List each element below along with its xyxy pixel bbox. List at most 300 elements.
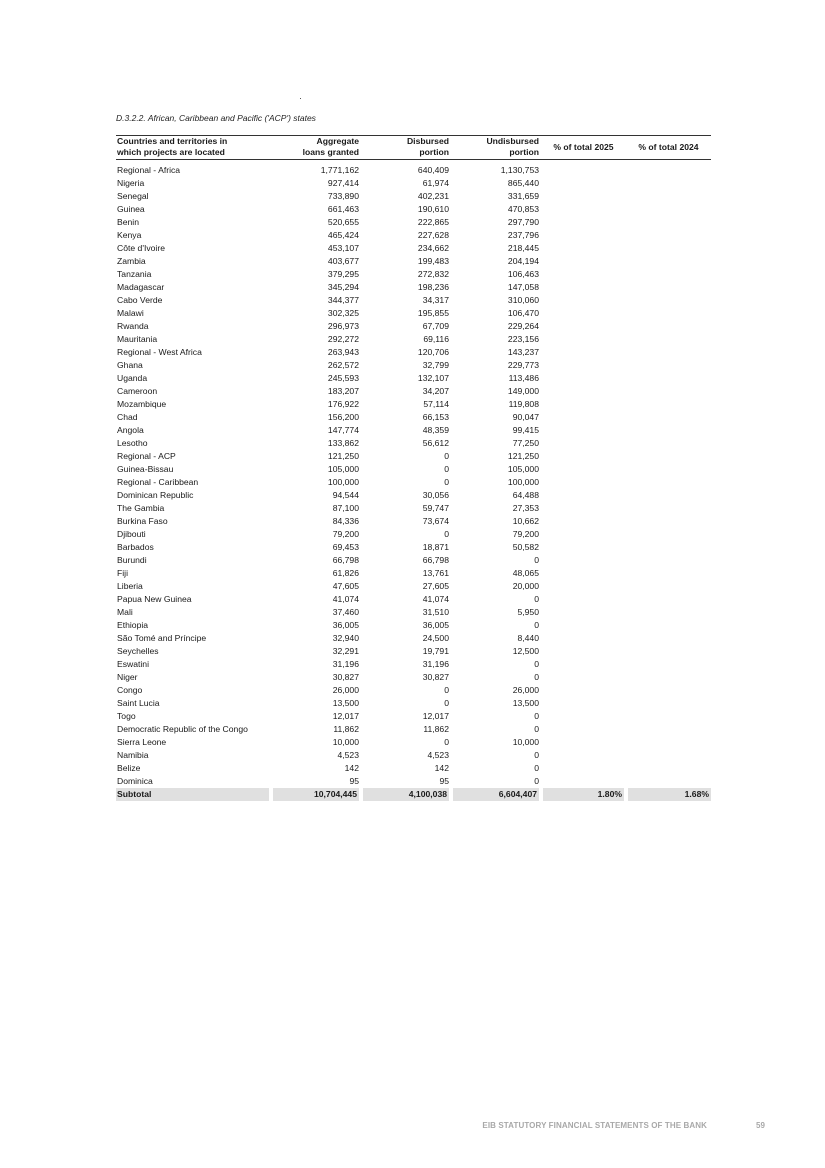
country-cell: Kenya: [117, 230, 142, 240]
country-cell: Eswatini: [117, 659, 149, 669]
pct-2025-cell: [541, 333, 626, 346]
disbursed-cell: 13,761: [422, 568, 449, 578]
table-row: [116, 593, 711, 606]
table-row: [116, 723, 711, 736]
undisbursed-cell: 470,853: [507, 204, 539, 214]
pct-2025-cell: [541, 372, 626, 385]
table-row: [116, 528, 711, 541]
table-row: [116, 489, 711, 502]
pct-2024-cell: [626, 437, 711, 450]
undisbursed-cell: 297,790: [507, 217, 539, 227]
undisbursed-cell: 0: [534, 724, 539, 734]
pct-2024-cell: [626, 580, 711, 593]
aggregate-cell: 453,107: [327, 243, 359, 253]
aggregate-cell: 10,000: [332, 737, 359, 747]
pct-2025-cell: [541, 411, 626, 424]
country-cell: Barbados: [117, 542, 154, 552]
pct-2024-cell: [626, 645, 711, 658]
country-cell: Nigeria: [117, 178, 145, 188]
table-row: [116, 320, 711, 333]
pct-2025-cell: [541, 632, 626, 645]
pct-2024-cell: [626, 268, 711, 281]
undisbursed-cell: 26,000: [512, 685, 539, 695]
country-cell: Guinea-Bissau: [117, 464, 174, 474]
country-cell: Saint Lucia: [117, 698, 160, 708]
undisbursed-cell: 90,047: [512, 412, 539, 422]
undisbursed-cell: 20,000: [512, 581, 539, 591]
pct-2025-cell: [541, 593, 626, 606]
disbursed-cell: 195,855: [417, 308, 449, 318]
pct-2024-cell: [626, 658, 711, 671]
country-cell: Ethiopia: [117, 620, 149, 630]
pct-2025-cell: [541, 528, 626, 541]
aggregate-cell: 37,460: [332, 607, 359, 617]
pct-2025-cell: [541, 658, 626, 671]
country-cell: The Gambia: [117, 503, 165, 513]
table-row: [116, 281, 711, 294]
pct-2025-cell: [541, 567, 626, 580]
disbursed-cell: 34,317: [422, 295, 449, 305]
aggregate-cell: 32,940: [332, 633, 359, 643]
country-cell: Benin: [117, 217, 139, 227]
page-number: 59: [756, 1121, 765, 1130]
disbursed-cell: 0: [444, 698, 449, 708]
acp-loans-table: [116, 135, 711, 801]
undisbursed-cell: 105,000: [507, 464, 539, 474]
disbursed-cell: 24,500: [422, 633, 449, 643]
undisbursed-cell: 0: [534, 763, 539, 773]
aggregate-cell: 4,523: [337, 750, 359, 760]
pct-2024-cell: [626, 476, 711, 489]
pct-2024-cell: [626, 190, 711, 203]
disbursed-cell: 67,709: [422, 321, 449, 331]
pct-2025-cell: [541, 541, 626, 554]
country-cell: Lesotho: [117, 438, 148, 448]
table-row: [116, 372, 711, 385]
pct-2024-cell: [626, 203, 711, 216]
disbursed-cell: 95: [439, 776, 449, 786]
pct-2025-cell: [541, 476, 626, 489]
undisbursed-cell: 865,440: [507, 178, 539, 188]
aggregate-cell: 26,000: [332, 685, 359, 695]
disbursed-cell: 30,056: [422, 490, 449, 500]
undisbursed-cell: 10,000: [512, 737, 539, 747]
country-cell: Burkina Faso: [117, 516, 168, 526]
aggregate-cell: 345,294: [327, 282, 359, 292]
undisbursed-cell: 223,156: [507, 334, 539, 344]
aggregate-cell: 344,377: [327, 295, 359, 305]
undisbursed-cell: 0: [534, 711, 539, 721]
aggregate-cell: 927,414: [327, 178, 359, 188]
table-row: [116, 359, 711, 372]
table-row: [116, 515, 711, 528]
pct-2025-cell: [541, 502, 626, 515]
pct-2024-cell: [626, 684, 711, 697]
pct-2024-cell: [626, 775, 711, 788]
disbursed-cell: 227,628: [417, 230, 449, 240]
undisbursed-cell: 5,950: [517, 607, 539, 617]
table-row: [116, 229, 711, 242]
pct-2024-cell: [626, 502, 711, 515]
subtotal-aggregate: 10,704,445: [271, 788, 361, 801]
country-cell: São Tomé and Príncipe: [117, 633, 207, 643]
table-row: [116, 710, 711, 723]
disbursed-cell: 66,798: [422, 555, 449, 565]
table-row: [116, 658, 711, 671]
table-row: [116, 346, 711, 359]
table-row: [116, 697, 711, 710]
disbursed-cell: 69,116: [423, 334, 449, 344]
pct-2025-cell: [541, 346, 626, 359]
pct-2024-cell: [626, 671, 711, 684]
aggregate-cell: 121,250: [327, 451, 359, 461]
table-row: [116, 385, 711, 398]
table-body: [116, 164, 711, 788]
pct-2024-cell: [626, 697, 711, 710]
aggregate-cell: 1,771,162: [320, 165, 359, 175]
pct-2025-cell: [541, 294, 626, 307]
undisbursed-cell: 204,194: [507, 256, 539, 266]
aggregate-cell: 30,827: [332, 672, 359, 682]
section-title: D.3.2.2. African, Caribbean and Pacific ('ACP') states: [116, 113, 316, 123]
pct-2024-cell: [626, 463, 711, 476]
pct-2024-cell: [626, 736, 711, 749]
aggregate-cell: 47,605: [332, 581, 359, 591]
pct-2025-cell: [541, 281, 626, 294]
country-cell: Belize: [117, 763, 141, 773]
pct-2024-cell: [626, 554, 711, 567]
disbursed-cell: 73,674: [422, 516, 449, 526]
undisbursed-cell: 99,415: [512, 425, 539, 435]
pct-2024-cell: [626, 710, 711, 723]
aggregate-cell: 296,973: [327, 321, 359, 331]
aggregate-cell: 41,074: [332, 594, 359, 604]
disbursed-cell: 31,510: [422, 607, 449, 617]
undisbursed-cell: 143,237: [507, 347, 539, 357]
aggregate-cell: 11,862: [333, 724, 359, 734]
aggregate-cell: 245,593: [327, 373, 359, 383]
country-cell: Côte d'Ivoire: [117, 243, 165, 253]
disbursed-cell: 32,799: [422, 360, 449, 370]
pct-2024-cell: [626, 762, 711, 775]
pct-2025-cell: [541, 216, 626, 229]
disbursed-cell: 56,612: [422, 438, 449, 448]
disbursed-cell: 27,605: [422, 581, 449, 591]
table-row: [116, 437, 711, 450]
country-cell: Togo: [117, 711, 136, 721]
subtotal-disbursed: 4,100,038: [361, 788, 451, 801]
country-cell: Cabo Verde: [117, 295, 163, 305]
disbursed-cell: 59,747: [422, 503, 449, 513]
aggregate-cell: 87,100: [332, 503, 359, 513]
pct-2025-cell: [541, 398, 626, 411]
pct-2024-cell: [626, 255, 711, 268]
undisbursed-cell: 0: [534, 672, 539, 682]
pct-2024-cell: [626, 619, 711, 632]
pct-2024-cell: [626, 749, 711, 762]
aggregate-cell: 100,000: [327, 477, 359, 487]
disbursed-cell: 222,865: [417, 217, 449, 227]
subtotal-undisbursed: 6,604,407: [451, 788, 541, 801]
disbursed-cell: 19,791: [422, 646, 449, 656]
pct-2025-cell: [541, 775, 626, 788]
table-row: [116, 775, 711, 788]
table-row: [116, 294, 711, 307]
pct-2025-cell: [541, 437, 626, 450]
pct-2025-cell: [541, 736, 626, 749]
pct-2025-cell: [541, 684, 626, 697]
disbursed-cell: 48,359: [422, 425, 449, 435]
country-cell: Uganda: [117, 373, 148, 383]
table-row: [116, 619, 711, 632]
disbursed-cell: 30,827: [422, 672, 449, 682]
pct-2025-cell: [541, 749, 626, 762]
undisbursed-cell: 0: [534, 555, 539, 565]
pct-2025-cell: [541, 619, 626, 632]
table-row: [116, 216, 711, 229]
table-row: [116, 580, 711, 593]
pct-2025-cell: [541, 515, 626, 528]
table-row: [116, 554, 711, 567]
country-cell: Niger: [117, 672, 138, 682]
aggregate-cell: 183,207: [327, 386, 359, 396]
disbursed-cell: 0: [444, 529, 449, 539]
aggregate-cell: 95: [349, 776, 359, 786]
disbursed-cell: 0: [444, 737, 449, 747]
country-cell: Dominican Republic: [117, 490, 194, 500]
pct-2024-cell: [626, 216, 711, 229]
subtotal-pct-2024: 1.68%: [626, 788, 711, 801]
country-cell: Djibouti: [117, 529, 146, 539]
table-row: [116, 450, 711, 463]
country-cell: Mozambique: [117, 399, 167, 409]
country-cell: Regional - ACP: [117, 451, 176, 461]
undisbursed-cell: 0: [534, 776, 539, 786]
undisbursed-cell: 12,500: [512, 646, 539, 656]
pct-2025-cell: [541, 320, 626, 333]
aggregate-cell: 733,890: [327, 191, 359, 201]
pct-2024-cell: [626, 281, 711, 294]
pct-2025-cell: [541, 255, 626, 268]
disbursed-cell: 34,207: [422, 386, 449, 396]
country-cell: Liberia: [117, 581, 143, 591]
country-cell: Mauritania: [117, 334, 158, 344]
pct-2024-cell: [626, 424, 711, 437]
pct-2025-cell: [541, 242, 626, 255]
disbursed-cell: 0: [444, 477, 449, 487]
aggregate-cell: 31,196: [332, 659, 359, 669]
disbursed-cell: 0: [444, 451, 449, 461]
undisbursed-cell: 106,470: [507, 308, 539, 318]
pct-2025-cell: [541, 203, 626, 216]
disbursed-cell: 0: [444, 685, 449, 695]
pct-2025-cell: [541, 606, 626, 619]
table-row: [116, 736, 711, 749]
country-cell: Cameroon: [117, 386, 158, 396]
disbursed-cell: 61,974: [422, 178, 449, 188]
disbursed-cell: 36,005: [422, 620, 449, 630]
pct-2024-cell: [626, 372, 711, 385]
header-country: Countries and territories in which projects are located: [116, 136, 271, 160]
disbursed-cell: 190,610: [417, 204, 449, 214]
undisbursed-cell: 77,250: [512, 438, 539, 448]
table-row: [116, 307, 711, 320]
pct-2025-cell: [541, 229, 626, 242]
disbursed-cell: 41,074: [422, 594, 449, 604]
pct-2024-cell: [626, 320, 711, 333]
pct-2025-cell: [541, 489, 626, 502]
undisbursed-cell: 50,582: [512, 542, 539, 552]
undisbursed-cell: 121,250: [507, 451, 539, 461]
aggregate-cell: 520,655: [327, 217, 359, 227]
aggregate-cell: 105,000: [327, 464, 359, 474]
undisbursed-cell: 0: [534, 659, 539, 669]
table-subtotal: [116, 788, 711, 801]
pct-2024-cell: [626, 359, 711, 372]
pct-2025-cell: [541, 385, 626, 398]
footer-title: EIB STATUTORY FINANCIAL STATEMENTS OF THE BANK: [482, 1121, 707, 1130]
pct-2025-cell: [541, 762, 626, 775]
aggregate-cell: 69,453: [332, 542, 359, 552]
aggregate-cell: 12,017: [332, 711, 359, 721]
table-row: [116, 567, 711, 580]
disbursed-cell: 66,153: [422, 412, 449, 422]
stray-dot: [300, 98, 301, 99]
pct-2025-cell: [541, 463, 626, 476]
country-cell: Ghana: [117, 360, 143, 370]
country-cell: Democratic Republic of the Congo: [117, 724, 248, 734]
table-row: [116, 255, 711, 268]
table-row: [116, 476, 711, 489]
country-cell: Rwanda: [117, 321, 149, 331]
pct-2024-cell: [626, 723, 711, 736]
table-row: [116, 762, 711, 775]
undisbursed-cell: 149,000: [507, 386, 539, 396]
pct-2025-cell: [541, 580, 626, 593]
pct-2024-cell: [626, 177, 711, 190]
aggregate-cell: 263,943: [327, 347, 359, 357]
disbursed-cell: 199,483: [417, 256, 449, 266]
country-cell: Zambia: [117, 256, 146, 266]
undisbursed-cell: 1,130,753: [500, 165, 539, 175]
pct-2024-cell: [626, 398, 711, 411]
table-row: [116, 645, 711, 658]
aggregate-cell: 292,272: [327, 334, 359, 344]
country-cell: Congo: [117, 685, 143, 695]
undisbursed-cell: 100,000: [507, 477, 539, 487]
disbursed-cell: 640,409: [417, 165, 449, 175]
undisbursed-cell: 8,440: [517, 633, 539, 643]
country-cell: Chad: [117, 412, 138, 422]
country-cell: Senegal: [117, 191, 149, 201]
country-cell: Dominica: [117, 776, 153, 786]
country-cell: Madagascar: [117, 282, 165, 292]
country-cell: Seychelles: [117, 646, 159, 656]
undisbursed-cell: 0: [534, 620, 539, 630]
undisbursed-cell: 106,463: [507, 269, 539, 279]
pct-2025-cell: [541, 697, 626, 710]
pct-2024-cell: [626, 164, 711, 177]
pct-2025-cell: [541, 645, 626, 658]
pct-2024-cell: [626, 567, 711, 580]
disbursed-cell: 234,662: [417, 243, 449, 253]
pct-2024-cell: [626, 632, 711, 645]
table-row: [116, 684, 711, 697]
aggregate-cell: 94,544: [332, 490, 359, 500]
undisbursed-cell: 0: [534, 750, 539, 760]
aggregate-cell: 262,572: [327, 360, 359, 370]
aggregate-cell: 66,798: [332, 555, 359, 565]
disbursed-cell: 0: [444, 464, 449, 474]
pct-2024-cell: [626, 515, 711, 528]
pct-2025-cell: [541, 164, 626, 177]
aggregate-cell: 142: [344, 763, 359, 773]
pct-2024-cell: [626, 541, 711, 554]
country-cell: Angola: [117, 425, 144, 435]
country-cell: Regional - West Africa: [117, 347, 202, 357]
subtotal-pct-2025: 1.80%: [541, 788, 626, 801]
pct-2025-cell: [541, 268, 626, 281]
pct-2024-cell: [626, 333, 711, 346]
table-row: [116, 164, 711, 177]
table-row: [116, 541, 711, 554]
undisbursed-cell: 27,353: [512, 503, 539, 513]
disbursed-cell: 11,862: [423, 724, 449, 734]
aggregate-cell: 36,005: [332, 620, 359, 630]
pct-2024-cell: [626, 411, 711, 424]
table-row: [116, 749, 711, 762]
country-cell: Namibia: [117, 750, 149, 760]
country-cell: Guinea: [117, 204, 145, 214]
table-row: [116, 203, 711, 216]
country-cell: Sierra Leone: [117, 737, 167, 747]
aggregate-cell: 661,463: [327, 204, 359, 214]
aggregate-cell: 302,325: [327, 308, 359, 318]
table-row: [116, 424, 711, 437]
undisbursed-cell: 79,200: [512, 529, 539, 539]
disbursed-cell: 4,523: [427, 750, 449, 760]
pct-2025-cell: [541, 554, 626, 567]
aggregate-cell: 147,774: [327, 425, 359, 435]
undisbursed-cell: 64,488: [512, 490, 539, 500]
undisbursed-cell: 48,065: [512, 568, 539, 578]
header-pct-2025: % of total 2025: [541, 136, 626, 160]
pct-2024-cell: [626, 294, 711, 307]
disbursed-cell: 402,231: [417, 191, 449, 201]
aggregate-cell: 379,295: [327, 269, 359, 279]
aggregate-cell: 79,200: [332, 529, 359, 539]
pct-2025-cell: [541, 723, 626, 736]
pct-2024-cell: [626, 450, 711, 463]
pct-2025-cell: [541, 424, 626, 437]
table-row: [116, 632, 711, 645]
undisbursed-cell: 10,662: [512, 516, 539, 526]
disbursed-cell: 198,236: [417, 282, 449, 292]
table-row: [116, 463, 711, 476]
table-row: [116, 398, 711, 411]
table-row: [116, 606, 711, 619]
pct-2024-cell: [626, 346, 711, 359]
pct-2025-cell: [541, 710, 626, 723]
pct-2024-cell: [626, 593, 711, 606]
undisbursed-cell: 0: [534, 594, 539, 604]
pct-2025-cell: [541, 177, 626, 190]
disbursed-cell: 120,706: [417, 347, 449, 357]
table-row: [116, 190, 711, 203]
aggregate-cell: 32,291: [332, 646, 359, 656]
aggregate-cell: 403,677: [327, 256, 359, 266]
aggregate-cell: 465,424: [327, 230, 359, 240]
